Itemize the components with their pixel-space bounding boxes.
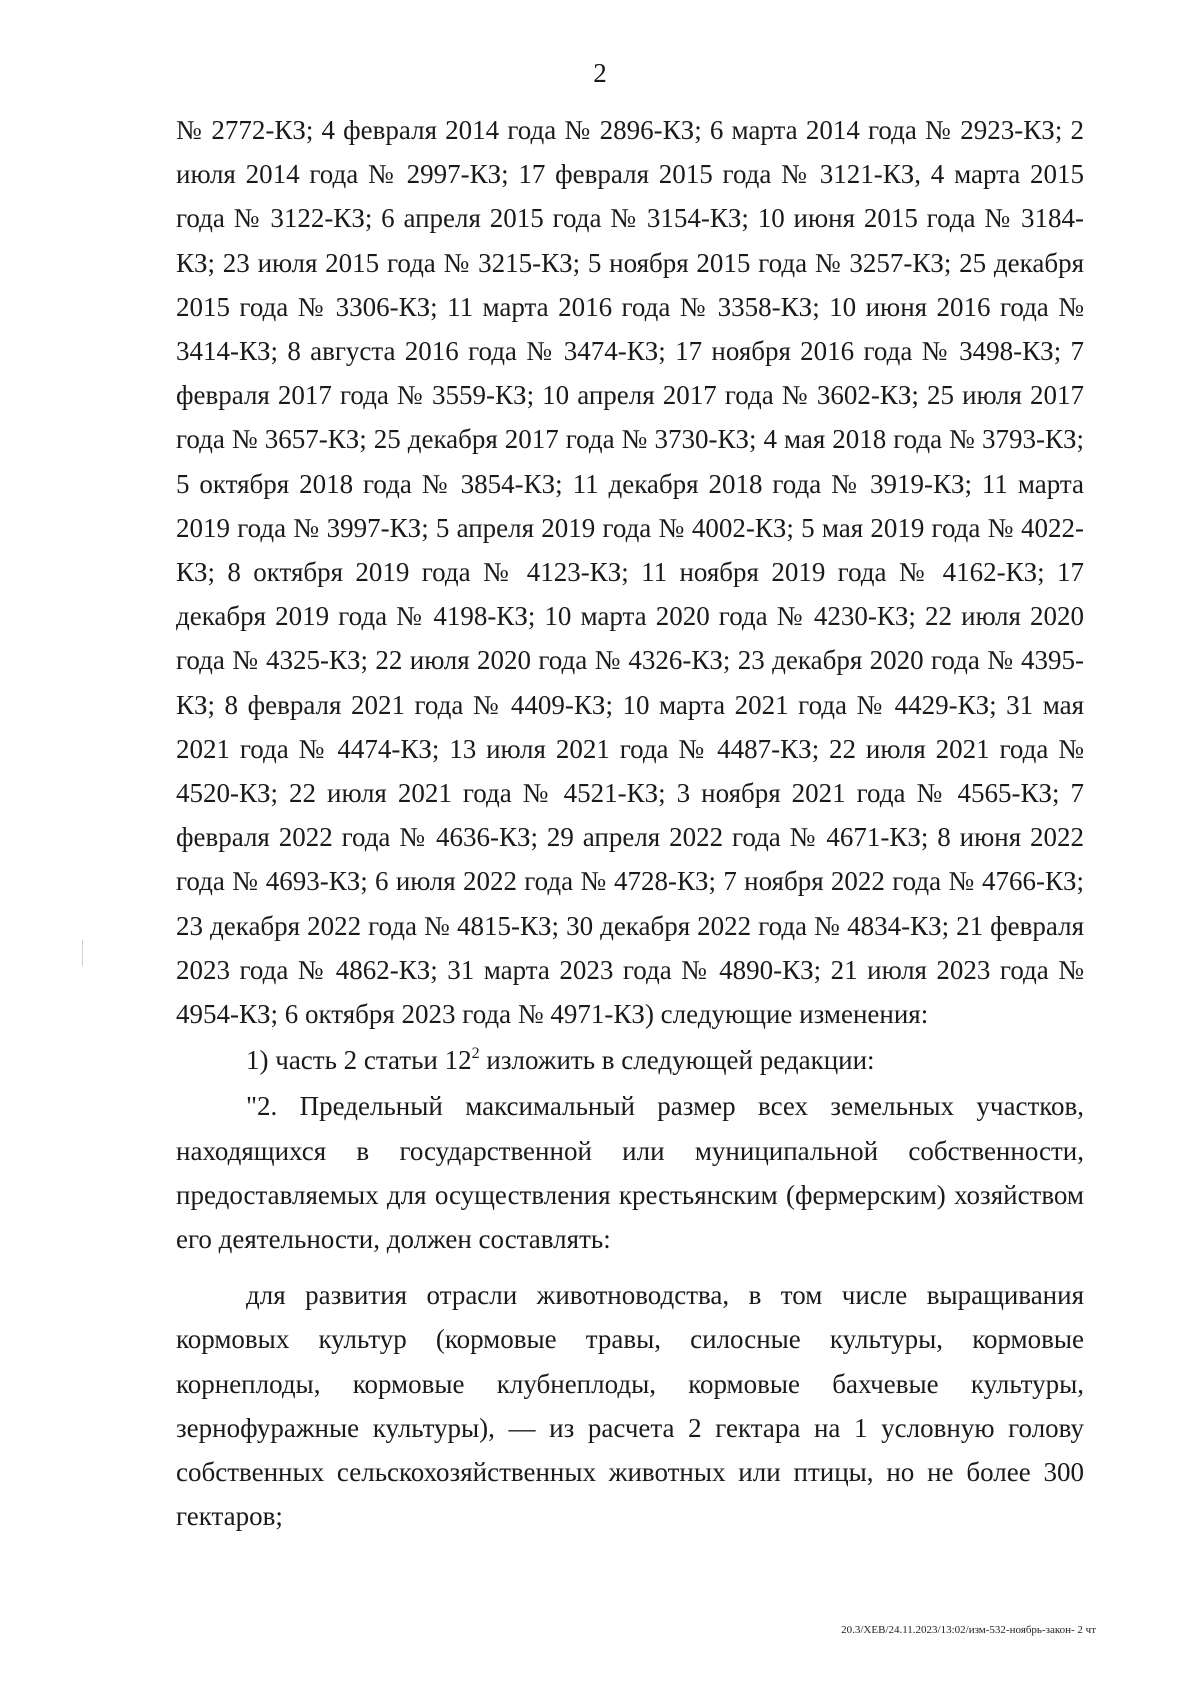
item-1-text-start: 1) часть 2 статьи 12	[246, 1045, 472, 1076]
document-body	[176, 108, 1084, 1539]
item-1-paragraph	[176, 1038, 1084, 1082]
document-footer-code: 20.3/ХЕВ/24.11.2023/13:02/изм-532-ноябрь-закон- 2 чт	[841, 1624, 1096, 1636]
article-superscript: 2	[471, 1045, 480, 1063]
quote-intro-paragraph: "2. Предельный максимальный размер всех земельных участков, находящихся в государственной или муниципальной собственности, предоставляемых для осуществления крестьянским (фермерским) хозяйством его деятельности, должен составлять:	[176, 1091, 1084, 1255]
amendments-list-paragraph: № 2772-КЗ; 4 февраля 2014 года № 2896-КЗ; 6 марта 2014 года № 2923-КЗ; 2 июля 2014 года № 2997-КЗ; 17 февраля 2015 года № 3121-КЗ, 4 марта 2015 года № 3122-КЗ; 6 апреля 2015 года № 3154-КЗ; 10 июня 2015 года № 3184-КЗ; 23 июля 2015 года № 3215-КЗ; 5 ноября 2015 года № 3257-КЗ; 25 декабря 2015 года № 3306-КЗ; 11 марта 2016 года № 3358-КЗ; 10 июня 2016 года № 3414-КЗ; 8 августа 2016 года № 3474-КЗ; 17 ноября 2016 года № 3498-КЗ; 7 февраля 2017 года № 3559-КЗ; 10 апреля 2017 года № 3602-КЗ; 25 июля 2017 года № 3657-КЗ; 25 декабря 2017 года № 3730-КЗ; 4 мая 2018 года № 3793-КЗ; 5 октября 2018 года № 3854-КЗ; 11 декабря 2018 года № 3919-КЗ; 11 марта 2019 года № 3997-КЗ; 5 апреля 2019 года № 4002-КЗ; 5 мая 2019 года № 4022-КЗ; 8 октября 2019 года № 4123-КЗ; 11 ноября 2019 года № 4162-КЗ; 17 декабря 2019 года № 4198-КЗ; 10 марта 2020 года № 4230-КЗ; 22 июля 2020 года № 4325-КЗ; 22 июля 2020 года № 4326-КЗ; 23 декабря 2020 года № 4395-КЗ; 8 февраля 2021 года № 4409-КЗ; 10 марта 2021 года № 4429-КЗ; 31 мая 2021 года № 4474-КЗ; 13 июля 2021 года № 4487-КЗ; 22 июля 2021 года № 4520-КЗ; 22 июля 2021 года № 4521-КЗ; 3 ноября 2021 года № 4565-КЗ; 7 февраля 2022 года № 4636-КЗ; 29 апреля 2022 года № 4671-КЗ; 8 июня 2022 года № 4693-КЗ; 6 июля 2022 года № 4728-КЗ; 7 ноября 2022 года № 4766-КЗ; 23 декабря 2022 года № 4815-КЗ; 30 декабря 2022 года № 4834-КЗ; 21 февраля 2023 года № 4862-КЗ; 31 марта 2023 года № 4890-КЗ; 21 июля 2023 года № 4954-КЗ; 6 октября 2023 года № 4971-КЗ) следующие изменения:	[176, 115, 1084, 1030]
scan-edge-mark	[82, 940, 83, 966]
livestock-paragraph: для развития отрасли животноводства, в том числе выращивания кормовых культур (кормовые травы, силосные культуры, кормовые корнеплоды, кормовые клубнеплоды, кормовые бахчевые культуры, зернофуражные культуры), — из расчета 2 гектара на 1 условную голову собственных сельскохозяйственных животных или птицы, но не более 300 гектаров;	[176, 1280, 1084, 1532]
item-1-text-end: изложить в следующей редакции:	[479, 1045, 875, 1076]
page-number: 2	[593, 58, 607, 88]
